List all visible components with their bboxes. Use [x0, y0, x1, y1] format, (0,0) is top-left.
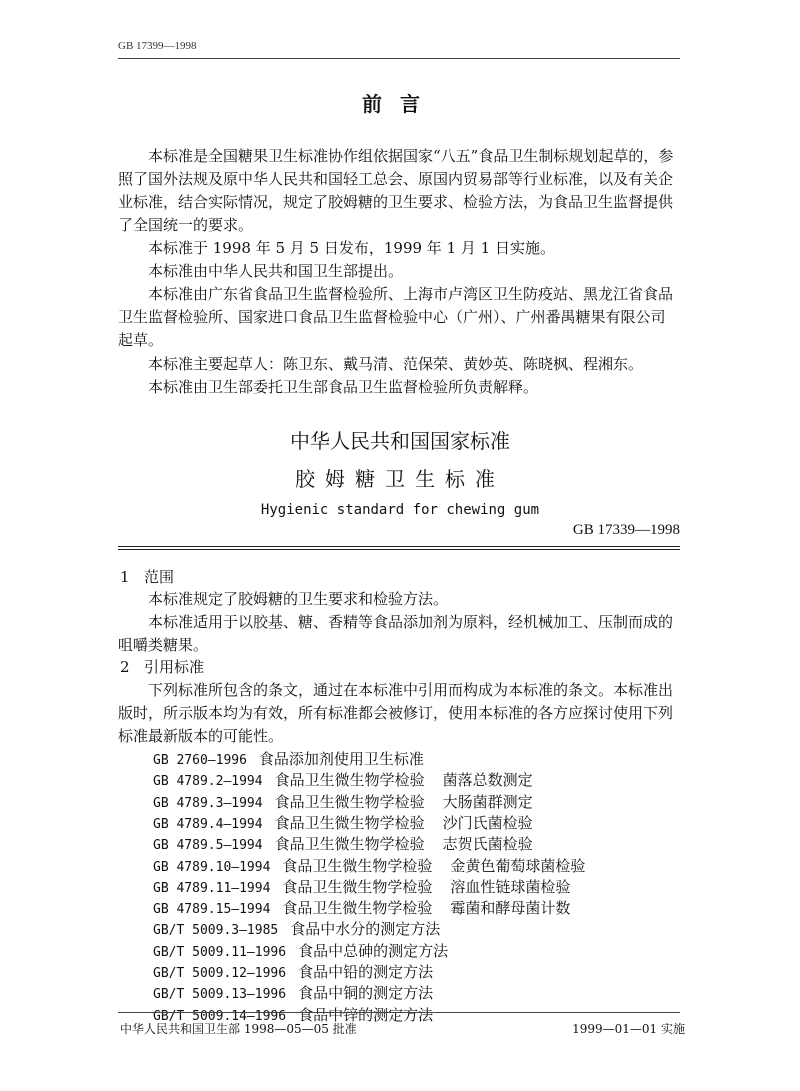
reference-subtitle: 霉菌和酵母菌计数 — [450, 899, 571, 918]
reference-code: GB 4789.11—1994 — [153, 880, 271, 896]
reference-code: GB/T 5009.11—1996 — [153, 944, 287, 960]
reference-item — [153, 812, 533, 833]
title-rule-bottom — [118, 549, 680, 550]
title-rule-top — [118, 546, 680, 547]
footer-implementation: 1999—01—01 实施 — [572, 1022, 685, 1036]
reference-code: GB 2760—1996 — [153, 753, 247, 768]
reference-code: GB 4789.4—1994 — [153, 816, 263, 832]
header-rule — [118, 58, 680, 59]
preface-paragraph-6: 本标准由卫生部委托卫生部食品卫生监督检验所负责解释。 — [148, 378, 539, 396]
section-1-number: 1 — [120, 568, 130, 586]
reference-code: GB 4789.10—1994 — [153, 859, 271, 875]
reference-subtitle: 沙门氏菌检验 — [442, 813, 533, 832]
reference-item — [153, 876, 570, 897]
standard-title: 胶姆糖卫生标准 — [295, 467, 505, 491]
reference-title: 食品卫生微生物学检验 — [274, 792, 425, 811]
reference-title: 食品卫生微生物学检验 — [274, 835, 425, 854]
reference-subtitle: 志贺氏菌检验 — [442, 835, 533, 854]
reference-title: 食品中铜的测定方法 — [298, 984, 434, 1003]
reference-code: GB/T 5009.13—1996 — [153, 987, 287, 1003]
reference-item — [153, 897, 570, 918]
section-2-number: 2 — [120, 658, 130, 676]
section-1-title: 范围 — [144, 568, 175, 586]
reference-item — [153, 769, 533, 790]
reference-subtitle: 金黄色葡萄球菌检验 — [450, 856, 586, 875]
reference-title: 食品中水分的测定方法 — [290, 920, 441, 939]
reference-code: GB 4789.3—1994 — [153, 795, 263, 811]
footer-approval: 中华人民共和国卫生部 1998—05—05 批准 — [120, 1022, 357, 1036]
preface-paragraph-2: 本标准于 1998 年 5 月 5 日发布，1999 年 1 月 1 日实施。 — [148, 239, 555, 257]
reference-subtitle: 菌落总数测定 — [442, 771, 533, 790]
reference-title: 食品卫生微生物学检验 — [274, 813, 425, 832]
preface-paragraph-4: 本标准由广东省食品卫生监督检验所、上海市卢湾区卫生防疫站、黑龙江省食品卫生监督检验所、国家进口食品卫生监督检验中心（广州）、广州番禺糖果有限公司起草。 — [118, 285, 674, 349]
reference-item — [153, 918, 440, 939]
reference-item — [153, 833, 533, 854]
reference-code: GB/T 5009.12—1996 — [153, 966, 287, 981]
reference-code: GB/T 5009.14—1996 — [153, 1008, 287, 1024]
reference-code: GB 4789.5—1994 — [153, 838, 263, 854]
reference-subtitle: 溶血性链球菌检验 — [450, 877, 571, 896]
reference-item — [153, 748, 424, 769]
reference-item — [153, 982, 433, 1003]
reference-item — [153, 855, 585, 876]
reference-title: 食品卫生微生物学检验 — [282, 899, 433, 918]
section-2-title: 引用标准 — [144, 658, 205, 676]
section-1-heading — [120, 566, 174, 587]
reference-subtitle: 大肠菌群测定 — [442, 792, 533, 811]
header-standard-code: GB 17399—1998 — [118, 40, 197, 52]
reference-code: GB/T 5009.3—1985 — [153, 923, 279, 939]
preface-paragraph-3: 本标准由中华人民共和国卫生部提出。 — [148, 262, 404, 280]
reference-item — [153, 791, 533, 812]
reference-item — [153, 940, 448, 961]
reference-code: GB 4789.15—1994 — [153, 902, 271, 918]
reference-title: 食品添加剂使用卫生标准 — [258, 750, 424, 768]
reference-title: 食品中铅的测定方法 — [298, 963, 434, 981]
section-2-intro: 下列标准所包含的条文，通过在本标准中引用而构成为本标准的条文。本标准出版时，所示版本均为有效，所有标准都会被修订，使用本标准的各方应探讨使用下列标准最新版本的可能性。 — [118, 681, 674, 745]
section-1-paragraph-2: 本标准适用于以胶基、糖、香精等食品添加剂为原料，经机械加工、压制而成的咀嚼类糖果。 — [118, 613, 674, 654]
reference-title: 食品卫生微生物学检验 — [282, 877, 433, 896]
standard-title-english: Hygienic standard for chewing gum — [260, 502, 540, 518]
reference-title: 食品卫生微生物学检验 — [282, 856, 433, 875]
footer-rule — [118, 1012, 680, 1013]
preface-paragraph-5: 本标准主要起草人：陈卫东、戴马清、范保荣、黄妙英、陈晓枫、程湘东。 — [148, 355, 644, 373]
reference-code: GB 4789.2—1994 — [153, 774, 263, 790]
reference-title: 食品卫生微生物学检验 — [274, 771, 425, 790]
standard-name: 中华人民共和国国家标准 — [290, 429, 510, 453]
section-2-heading — [120, 656, 204, 677]
standard-code: GB 17339—1998 — [572, 522, 680, 538]
reference-title: 食品中锌的测定方法 — [298, 1005, 434, 1024]
section-1-paragraph-1: 本标准规定了胶姆糖的卫生要求和检验方法。 — [148, 590, 449, 608]
preface-title: 前言 — [362, 92, 438, 116]
preface-paragraph-1: 本标准是全国糖果卫生标准协作组依据国家“八五”食品卫生制标规划起草的，参照了国外法规及原中华人民共和国轻工总会、原国内贸易部等行业标准，以及有关企业标准，结合实际情况，规定了胶姆糖的卫生要求、检验方法，为食品卫生监督提供了全国统一的要求。 — [118, 147, 674, 234]
reference-item — [153, 961, 433, 982]
reference-title: 食品中总砷的测定方法 — [298, 941, 449, 960]
